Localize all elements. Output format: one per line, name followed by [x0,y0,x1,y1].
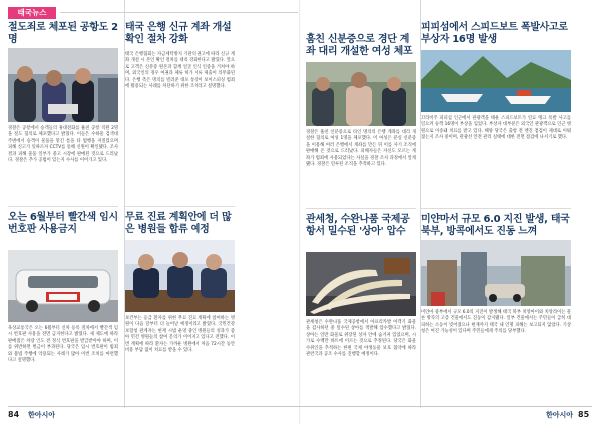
body-red-plate-ban: 육상교통국은 오는 6월부터 신차 등록 절차에서 빨간색 임시 번호판 사용을 전면 금지한다고 밝혔다. 새 제도에 따라 판매점은 차량 인도 전 정식 번호판을 발급받아야 하며, 이를 위반하면 벌금이 부과된다. 당국은 임시 번호판이 범죄와 불법 주행에 악용되는 사례가 많아 이번 조치를 마련했다고 설명했다. [8,326,118,364]
headline-free-treatment-hospitals: 무료 진료 계획안에 더 많은 병원들 합류 예정 [125,212,232,235]
column-4 [420,0,595,408]
brand-left: 한아시아 [28,411,56,419]
column-2 [124,0,243,408]
headline-stolen-id-accounts: 훔친 신분증으로 경단 계좌 대리 개설한 여성 체포 [306,34,413,57]
page-gutter [299,0,301,424]
body-free-treatment-hospitals: 보건부는 응급 환자를 위한 무료 진료 계획에 참여하는 병원이 다음 달부터 더 늘어날 예정이라고 밝혔다. 국민건강보험청 관계자는 현재 시범 운영 중인 병원들의 성과가 좋아 민간 병원들의 참여 문의가 이어지고 있다고 전했다. 이번 계획에 따라 환자는 가까운 병원에서 처음 72시간 동안 비용 부담 없이 치료를 받을 수 있다. [125,316,235,354]
body-ivory-seizure: 관세청은 수완나품 국제공항에서 아프리카발 여객기 화물을 검사하던 중 밀수된 상아를 적발해 압수했다고 밝혔다. 상아는 일반 화물로 위장된 상자 안에 숨겨져 있었으며, 시가로 수백만 바트에 이르는 것으로 추정된다. 당국은 화물 수취인을 추적하는 한편 국제 야생동물 보호 협약에 따라 관련국과 공조 수사를 진행할 예정이다. [306,320,416,358]
page-number-right: 85 [578,410,590,419]
photo-arrested-woman [306,62,416,126]
column-1 [8,0,120,408]
headline-red-plate-ban: 오는 6월부터 빨간색 임시 번호판 사용금지 [8,212,118,235]
headline-airport-theft: 절도죄로 체포된 공항도 2명 [8,22,118,45]
photo-airport-suspects [8,48,118,122]
photo-officials-press-conference [125,240,235,312]
article-separator [8,206,118,207]
photo-earthquake-street [421,240,571,306]
article-separator [306,208,416,209]
body-speedboat-explosion: 끄라비주 피피섬 인근에서 관광객을 태운 스피드보트가 연료 탱크 폭발 사고를 일으켜 승객 16명이 부상을 입었다. 부상자 대부분은 외국인 관광객으로 인근 병원으로 이송돼 치료를 받고 있다. 해양 당국은 출항 전 엔진 점검이 제대로 이뤄졌는지 조사 중이며, 관광선 안전 관리 실태에 대한 전면 점검에 나서기로 했다. [421,116,571,141]
photo-red-plate-car [8,250,118,322]
body-bank-account-verification: 태국 은행협회는 자금세탁방지 기관의 권고에 따라 신규 계좌 개설 시 본인 확인 절차를 대폭 강화한다고 밝혔다. 앞으로 고객은 신분증 원본과 함께 얼굴 인식 인증을 거쳐야 하며, 외국인의 경우 여권과 체류 허가 서류 제출이 의무화된다. 은행 측은 명의를 빌려준 대포 통장이 보이스피싱 범죄에 활용되는 사례를 차단하기 위한 조치라고 설명했다. [125,52,235,90]
column-3 [306,0,418,408]
body-stolen-id-accounts: 경찰은 훔친 신분증으로 타인 명의의 은행 계좌를 대리 개설한 혐의로 여성 1명을 체포했다. 이 여성은 분실 신분증을 이용해 여러 은행에서 계좌를 만든 뒤 이를 사기 조직에 판매해 온 것으로 드러났다. 피해자들은 자신도 모르는 계좌가 범죄에 사용되었다는 사실을 경찰 조사 과정에서 알게 됐다. 경찰은 연루된 조직을 추적하고 있다. [306,130,416,168]
brand-right: 한아시아 [546,411,574,419]
article-separator [125,206,235,207]
photo-speedboat-harbor [421,50,571,112]
body-myanmar-earthquake: 미얀마 중부에서 규모 6.0의 지진이 발생해 태국 북부 치앙마이와 치앙라이는 물론 방콕의 고층 건물에서도 진동이 감지됐다. 일부 건물에서는 주민들이 급히 대피하는 소동이 빚어졌으나 현재까지 태국 내 인명 피해는 보고되지 않았다. 기상청은 여진 가능성이 있다며 주민들에게 주의를 당부했다. [421,310,571,335]
headline-ivory-seizure: 관세청, 수완나품 국제공항서 밀수된 '상아' 압수 [306,214,410,237]
headline-myanmar-earthquake: 미얀마서 규모 6.0 지진 발생, 태국 북부, 방콕에서도 진동 느껴 [421,214,570,237]
headline-speedboat-explosion: 피피섬에서 스피드보트 폭발사고로 부상자 16명 발생 [421,22,568,45]
section-tag: 태국뉴스 [8,7,56,19]
article-separator [421,208,571,209]
body-airport-theft: 경찰은 공항에서 승객들의 휴대전화를 훔친 공항 직원 2명을 절도 혐의로 체포했다고 밝혔다. 이들은 수하물 검색대 주변에서 승객이 물품을 맡긴 틈을 타 범행을 저질렀으며 피해 신고가 잇따르자 CCTV를 통해 신원이 확인됐다. 조사 결과 피해 물품 일부가 중고 시장에 판매된 것으로 드러났다. 경찰은 추가 공범이 있는지 수사를 이어가고 있다. [8,126,118,164]
photo-ivory-tusks [306,252,416,316]
footer-rule [8,406,592,407]
headline-bank-account-verification: 태국 은행 신규 계좌 개설 확인 절차 강화 [125,22,232,45]
page-number-left: 84 [8,410,20,419]
